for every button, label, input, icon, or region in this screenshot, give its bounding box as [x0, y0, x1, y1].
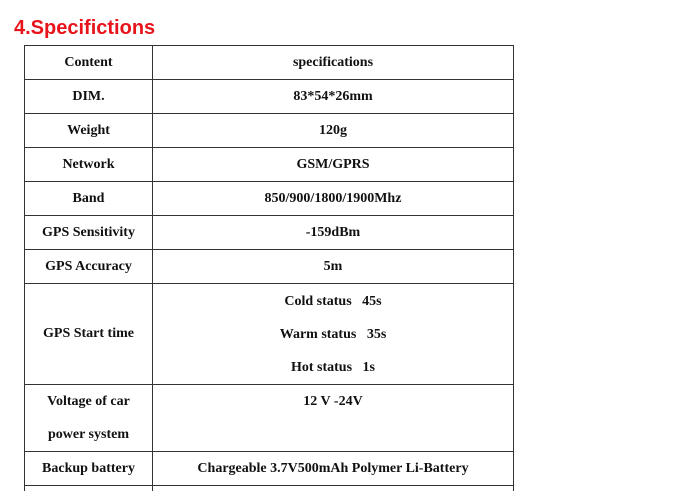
- table-header-row: [25, 46, 514, 80]
- row-label: [25, 486, 153, 491]
- table-row-cut-off: [25, 486, 514, 491]
- header-label-cell: Content: [25, 46, 153, 80]
- row-label: GPS Start time: [25, 284, 153, 385]
- row-value: -159dBm: [153, 216, 514, 250]
- table-row: [25, 216, 514, 250]
- row-label: Backup battery: [25, 452, 153, 486]
- row-label: GPS Sensitivity: [25, 216, 153, 250]
- specifications-table: [24, 45, 514, 491]
- row-label-multiline: [25, 385, 153, 452]
- voltage-label-line: power system: [47, 427, 129, 442]
- cold-status-line: Cold status 45s: [284, 293, 382, 309]
- voltage-value: 12 V -24V: [303, 394, 363, 409]
- table-row: [25, 182, 514, 216]
- row-label: DIM.: [25, 80, 153, 114]
- table-row: [25, 114, 514, 148]
- row-label: Network: [25, 148, 153, 182]
- row-value: [153, 385, 514, 452]
- table-row: [25, 284, 514, 385]
- row-value: 120g: [153, 114, 514, 148]
- row-value: Chargeable 3.7V500mAh Polymer Li-Battery: [153, 452, 514, 486]
- row-value-multiline: [153, 284, 514, 385]
- row-label: Band: [25, 182, 153, 216]
- row-value: GSM/GPRS: [153, 148, 514, 182]
- row-value: 5m: [153, 250, 514, 284]
- row-label: Weight: [25, 114, 153, 148]
- row-value: 83*54*26mm: [153, 80, 514, 114]
- table-row: [25, 80, 514, 114]
- table-row: [25, 385, 514, 452]
- warm-status-line: Warm status 35s: [279, 326, 387, 342]
- hot-status-line: Hot status 1s: [290, 359, 375, 375]
- row-value: [153, 486, 514, 491]
- table-row: [25, 148, 514, 182]
- table-row: [25, 250, 514, 284]
- row-label: GPS Accuracy: [25, 250, 153, 284]
- table-row: [25, 452, 514, 486]
- row-value: 850/900/1800/1900Mhz: [153, 182, 514, 216]
- section-heading: 4.Specifictions: [14, 17, 156, 39]
- voltage-label-line: Voltage of car: [47, 394, 130, 409]
- header-value-cell: specifications: [153, 46, 514, 80]
